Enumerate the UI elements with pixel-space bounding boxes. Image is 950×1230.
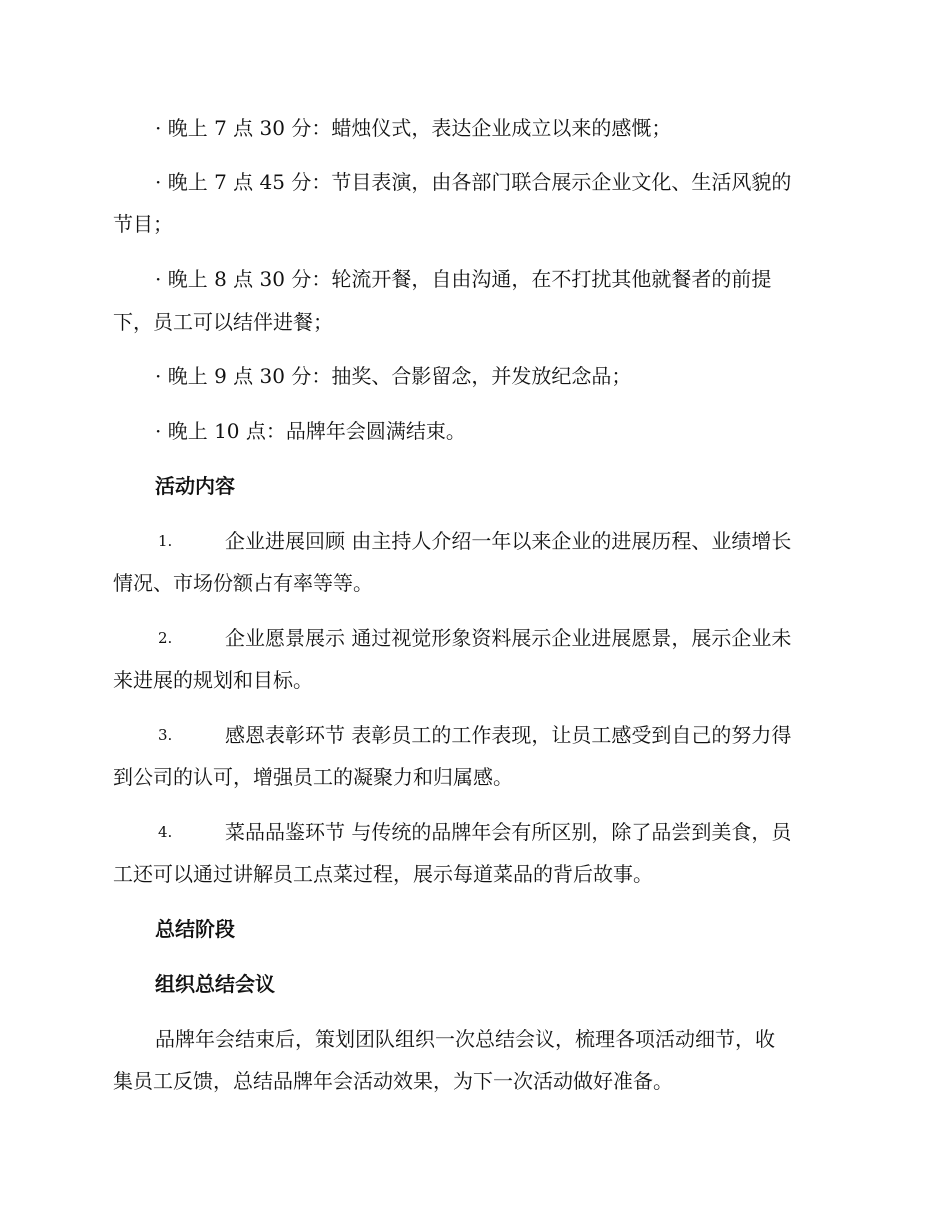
activity-number-3: 3. <box>158 726 173 744</box>
schedule-item-1: · 晚上 7 点 30 分：蜡烛仪式，表达企业成立以来的感慨； <box>155 116 672 140</box>
activity-number-4: 4. <box>158 823 173 841</box>
activity-item-2: 企业愿景展示 通过视觉形象资料展示企业进展愿景，展示企业未 <box>225 626 792 650</box>
section-heading-summary: 总结阶段 <box>155 917 235 941</box>
activity-number-1: 1. <box>158 532 173 550</box>
schedule-item-3: · 晚上 8 点 30 分：轮流开餐，自由沟通，在不打扰其他就餐者的前提 <box>155 267 772 291</box>
activity-item-4-continued: 工还可以通过讲解员工点菜过程，展示每道菜品的背后故事。 <box>113 862 653 886</box>
schedule-item-2-continued: 节目； <box>113 212 173 236</box>
activity-item-3-continued: 到公司的认可，增强员工的凝聚力和归属感。 <box>113 765 513 789</box>
section-heading-meeting: 组织总结会议 <box>155 972 275 996</box>
schedule-item-3-continued: 下，员工可以结伴进餐； <box>113 310 333 334</box>
meeting-paragraph-continued: 集员工反馈，总结品牌年会活动效果，为下一次活动做好准备。 <box>113 1069 673 1093</box>
schedule-item-2: · 晚上 7 点 45 分：节目表演，由各部门联合展示企业文化、生活风貌的 <box>155 170 792 194</box>
schedule-item-5: · 晚上 10 点：品牌年会圆满结束。 <box>155 419 466 443</box>
activity-number-2: 2. <box>158 629 173 647</box>
meeting-paragraph: 品牌年会结束后，策划团队组织一次总结会议，梳理各项活动细节，收 <box>155 1027 775 1051</box>
activity-item-3: 感恩表彰环节 表彰员工的工作表现，让员工感受到自己的努力得 <box>225 723 792 747</box>
schedule-item-4: · 晚上 9 点 30 分：抽奖、合影留念，并发放纪念品； <box>155 364 632 388</box>
activity-item-4: 菜品品鉴环节 与传统的品牌年会有所区别，除了品尝到美食，员 <box>225 820 792 844</box>
section-heading-activity: 活动内容 <box>155 474 235 498</box>
activity-item-2-continued: 来进展的规划和目标。 <box>113 668 313 692</box>
activity-item-1-continued: 情况、市场份额占有率等等。 <box>113 571 373 595</box>
activity-item-1: 企业进展回顾 由主持人介绍一年以来企业的进展历程、业绩增长 <box>225 529 792 553</box>
